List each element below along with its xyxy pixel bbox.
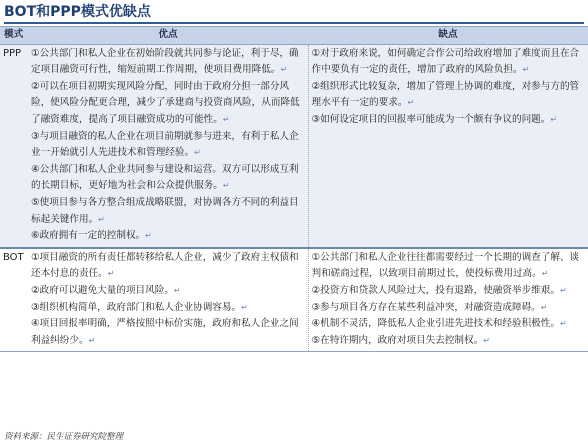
disadvantage-item: ⑤在特许期内，政府对项目失去控制权。↵ — [311, 334, 490, 346]
advantage-item: ①公共部门和私人企业在初始阶段就共同参与论证，利于尽，确定项目融资可行性，缩短前期工作周期，使项目费用降低。↵ — [31, 47, 299, 76]
advantage-item: ③与项目融资的私人企业在项目前期就参与进来，有利于私人企业一开始就引人先进技术和管理经验。↵ — [31, 130, 299, 159]
disadvantage-item: ③参与项目各方存在某些利益冲突，对融资造成障碍。↵ — [311, 301, 548, 313]
header-advantages: 优点 — [28, 27, 308, 45]
disadvantage-item: ①公共部门和私人企业往往都需要经过一个长期的调查了解、谈判和磋商过程，以致项目前期过长，使投标费用过高。↵ — [311, 251, 580, 280]
advantage-item: ⑥政府拥有一定的控制权。↵ — [31, 230, 152, 242]
model-cell: BOT — [0, 248, 28, 352]
disadvantage-item: ②组织形式比较复杂，增加了管理上协调的难度，对参与方的管理水平有一定的要求。↵ — [311, 80, 580, 109]
advantage-item: ④项目回报率明确，严格按照中标价实施，政府和私人企业之间利益纠纷少。↵ — [31, 318, 299, 346]
disadvantages-cell — [308, 44, 588, 248]
disadvantage-item: ④机制不灵活，降低私人企业引进先进技术和经验积极性。↵ — [311, 318, 567, 330]
disadvantage-item: ③如何设定项目的回报率可能成为一个颇有争议的问题。↵ — [311, 113, 558, 125]
advantage-item: ⑤使项目参与各方整合组成战略联盟，对协调各方不同的利益目标起关键作用。↵ — [31, 196, 299, 225]
advantages-cell — [28, 248, 308, 352]
advantage-item: ④公共部门和私人企业共同参与建设和运营。双方可以形成互利的长期目标，更好地为社会和公众提供服务。↵ — [31, 163, 299, 192]
advantage-item: ②可以在项目初期实现风险分配，同时由于政府分担一部分风险，使风险分配更合理，减少了承建商与投资商风险，从而降低了融资难度，提高了项目融资成功的可能性。↵ — [31, 80, 300, 125]
advantage-item: ①项目融资的所有责任都转移给私人企业，减少了政府主权债和还本付息的责任。↵ — [31, 251, 299, 280]
comparison-table — [0, 26, 588, 352]
advantages-cell — [28, 44, 308, 248]
table-row-ppp — [0, 44, 588, 248]
page-title: BOT和PPP模式优缺点 — [4, 2, 584, 24]
header-model: 模式 — [0, 27, 28, 45]
table-header-row — [0, 27, 588, 45]
table-row-bot — [0, 248, 588, 352]
disadvantage-item: ②投资方和贷款人风险过大，投有退路，使融资举步维艰。↵ — [311, 284, 567, 296]
header-disadvantages: 缺点 — [308, 27, 588, 45]
advantage-item: ②政府可以避免大量的项目风险。↵ — [31, 284, 181, 296]
disadvantage-item: ①对于政府来说，如何确定合作公司给政府增加了难度而且在合作中要负有一定的责任，增加了政府的风险负担。↵ — [311, 47, 580, 76]
model-cell: PPP — [0, 44, 28, 248]
advantage-item: ③组织机构简单，政府部门和私人企业协调容易。↵ — [31, 301, 248, 313]
disadvantages-cell — [308, 248, 588, 352]
source-note: 资料来源：民生证券研究院整理 — [4, 432, 124, 442]
